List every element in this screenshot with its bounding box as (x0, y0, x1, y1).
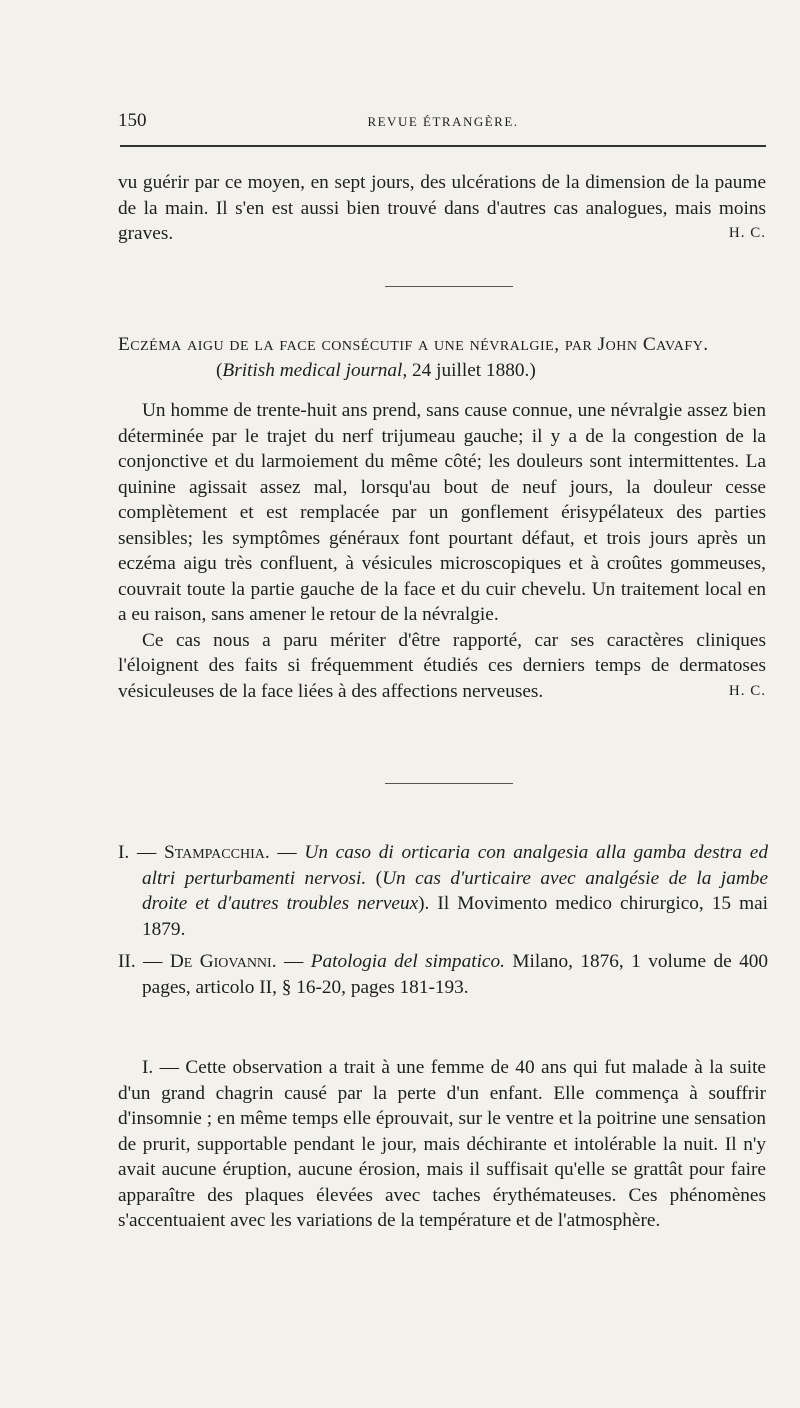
reference-details: Il Movimento medico chirurgico, 15 mai 1879. (142, 893, 768, 940)
reference-2 (118, 949, 768, 1000)
section-separator (385, 286, 513, 287)
article-by: par (564, 334, 593, 355)
reference-number: II. — (118, 951, 163, 972)
reference-title: Patologia del simpatico. (310, 951, 505, 972)
article-paragraph-1: Un homme de trente-huit ans prend, sans cause connue, une névralgie assez bien déterminée par le trajet du nerf trijumeau gauche; il y a de la congestion de la conjonctive et du larmoiement du même côté; les douleurs sont intermittentes. La quinine agissait assez mal, lorsqu'au bout de neuf jours, la douleur cesse complètement et est remplacée par un gonflement érisypélateux des parties sensibles; les symptômes généraux font pourtant défaut, et trois jours après un eczéma aigu très confluent, à vésicules microscopiques et à croûtes gommeuses, couvrait toute la partie gauche de la face et du cuir chevelu. Un traitement local en a eu raison, sans amener le retour de la névralgie. (118, 400, 766, 625)
reference-author: De Giovanni. (169, 951, 277, 972)
article-date: 24 juillet 1880.) (412, 359, 536, 381)
paragraph-text: vu guérir par ce moyen, en sept jours, des ulcérations de la dimension de la paume de la main. Il s'en est aussi bien trouvé dans d'autres cas analogues, mais moins graves. (118, 172, 766, 244)
signature: H. C. (728, 682, 766, 699)
article-title: Eczéma aigu de la face consécutif a une névralgie, par John Cavafy. (British medical journal, 24 juillet 1880.) (118, 334, 709, 381)
references (118, 840, 768, 1007)
page-number: 150 (118, 110, 147, 131)
running-head (118, 110, 768, 140)
reference-title: Un caso di orticaria con analgesia alla gamba destra ed altri perturbamenti nervosi. (142, 842, 768, 889)
reference-title-translation: Un cas d'urticaire avec analgésie de la jambe droite et d'autres troubles nerveux (142, 867, 768, 914)
observation-paragraph (118, 1055, 766, 1234)
article-body (118, 398, 766, 704)
reference-number: I. — (118, 842, 157, 863)
header-rule (120, 145, 766, 147)
article-title-main: Eczéma aigu de la face consécutif a une névralgie, (118, 334, 560, 355)
section-separator-2 (385, 783, 513, 784)
signature: H. C. (728, 225, 766, 241)
reference-1: I. — Stampacchia. — Un caso di orticaria con analgesia alla gamba destra ed altri perturbamenti nervosi. (Un cas d'urticaire avec analgésie de la jambe droite et d'autres troubles nerveux). Il Movimento medico chirurgico, 15 mai 1879. (118, 842, 768, 940)
continuation-paragraph (118, 170, 766, 247)
reference-dash: — (277, 842, 297, 863)
article-paragraph-2 (118, 628, 766, 705)
article-author: John Cavafy. (597, 334, 709, 355)
reference-author: Stampacchia. (163, 842, 270, 863)
reference-details: Milano, 1876, 1 volume de 400 pages, articolo II, § 16-20, pages 181-193. (142, 951, 769, 998)
running-title: REVUE ÉTRANGÈRE. (367, 114, 519, 129)
article-source: British medical journal, (222, 359, 408, 381)
paragraph-text: Ce cas nous a paru mériter d'être rapporté, car ses caractères cliniques l'éloignent des faits si fréquemment étudiés ces derniers temps de dermatoses vésiculeuses de la face liées à des affections nerveuses. (118, 629, 766, 702)
paragraph-text: I. — Cette observation a trait à une femme de 40 ans qui fut malade à la suite d'un grand chagrin causé par la perte d'un enfant. Elle commença à souffrir d'insomnie ; en même temps elle éprouvait, sur le ventre et la poitrine une sensation de prurit, supportable pendant le jour, mais déchirante et intolérable la nuit. Il n'y avait aucune éruption, aucune érosion, mais il suffisait qu'elle se grattât pour faire apparaître des plaques élevées avec taches érythémateuses. Ces phénomènes s'accentuaient avec les variations de la température et de l'atmosphère. (118, 1057, 766, 1231)
reference-dash: — (283, 951, 304, 972)
